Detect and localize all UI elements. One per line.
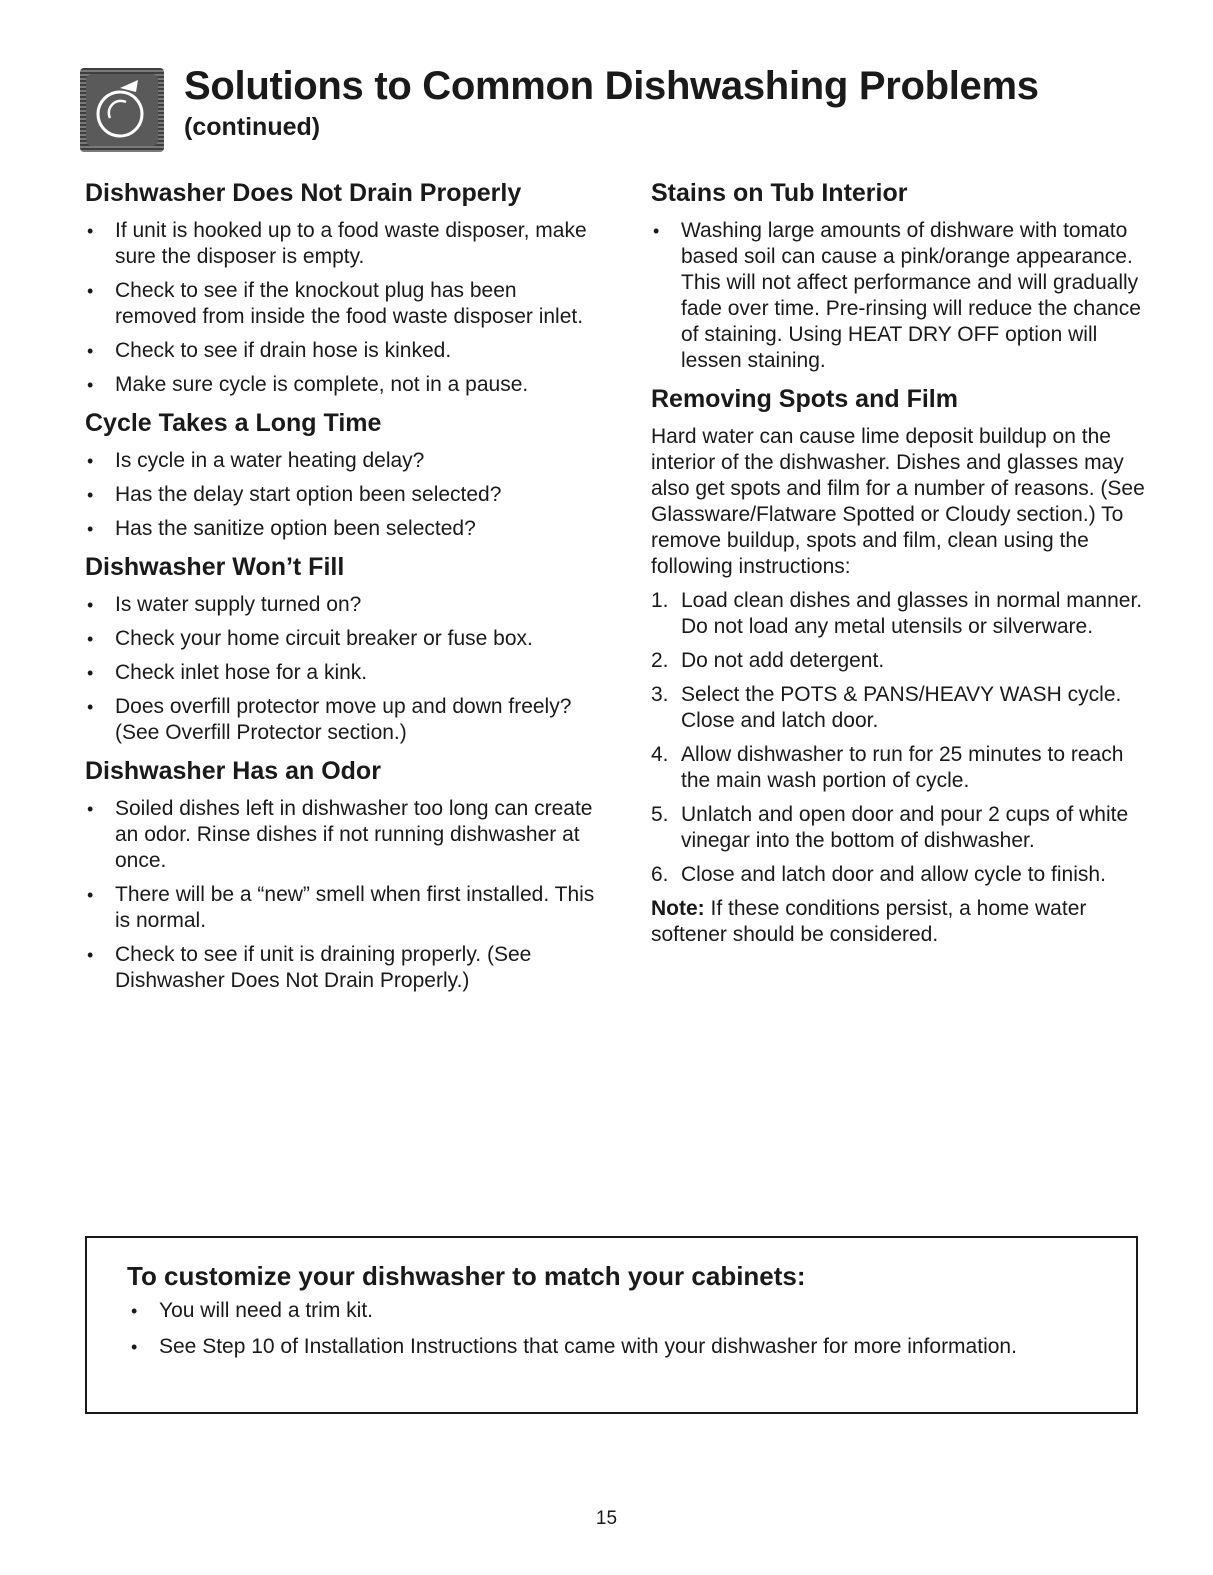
bullet-list [651, 218, 1151, 374]
step-item [651, 862, 1151, 888]
list-item: • If unit is hooked up to a food waste disposer, make sure the disposer is empty. [85, 218, 595, 270]
list-item: • Check inlet hose for a kink. [85, 660, 595, 686]
bullet-list [129, 1298, 1089, 1370]
section-heading: Stains on Tub Interior [651, 179, 908, 207]
section-spots-film [651, 384, 1151, 948]
section-stains [651, 178, 1151, 374]
bullet-list [85, 218, 595, 398]
step-item [651, 742, 1151, 794]
step-text: Close and latch door and allow cycle to finish. [681, 863, 1106, 886]
list-item: • Does overfill protector move up and down freely? (See Overfill Protector section.) [85, 694, 595, 746]
list-item: • Washing large amounts of dishware with tomato based soil can cause a pink/orange appearance. This will not affect performance and will gradually fade over time. Pre-rinsing will reduce the chance of staining. Using HEAT DRY OFF option will lessen staining. [651, 218, 1151, 374]
step-item [651, 648, 1151, 674]
step-number: 2. [651, 649, 669, 672]
bullet-list [85, 592, 595, 746]
customize-info-box [85, 1236, 1138, 1414]
note-text: If these conditions persist, a home water softener should be considered. [651, 897, 1087, 946]
list-item: • Make sure cycle is complete, not in a pause. [85, 372, 595, 398]
list-item: • Check your home circuit breaker or fuse box. [85, 626, 595, 652]
section-heading: Dishwasher Has an Odor [85, 757, 381, 785]
list-item: • See Step 10 of Installation Instructions that came with your dishwasher for more information. [129, 1334, 1089, 1360]
right-column [651, 178, 1151, 958]
note-label: Note: [651, 897, 705, 920]
section-heading: Removing Spots and Film [651, 385, 958, 413]
list-item: • Is cycle in a water heating delay? [85, 448, 595, 474]
left-column [85, 178, 595, 1004]
page-title: Solutions to Common Dishwashing Problems [184, 64, 1039, 108]
section-wont-fill [85, 552, 595, 746]
step-number: 1. [651, 589, 669, 612]
step-number: 4. [651, 743, 669, 766]
section-does-not-drain [85, 178, 595, 398]
bullet-list [85, 448, 595, 542]
step-text: Load clean dishes and glasses in normal manner. Do not load any metal utensils or silverware. [681, 589, 1143, 638]
step-item [651, 682, 1151, 734]
numbered-steps [651, 588, 1151, 888]
bullet-list [85, 796, 595, 994]
step-item [651, 588, 1151, 640]
step-text: Allow dishwasher to run for 25 minutes to reach the main wash portion of cycle. [681, 743, 1124, 792]
list-item: • Has the sanitize option been selected? [85, 516, 595, 542]
step-number: 5. [651, 803, 669, 826]
section-long-time [85, 408, 595, 542]
list-item: • You will need a trim kit. [129, 1298, 1089, 1324]
page-subtitle: (continued) [184, 113, 321, 141]
step-text: Do not add detergent. [681, 649, 885, 672]
step-text: Select the POTS & PANS/HEAVY WASH cycle. Close and latch door. [681, 683, 1122, 732]
note-paragraph [651, 896, 1151, 948]
box-heading: To customize your dishwasher to match your cabinets: [127, 1261, 806, 1291]
step-number: 3. [651, 683, 669, 706]
section-odor [85, 756, 595, 994]
page-number: 15 [595, 1508, 618, 1529]
spots-intro: Hard water can cause lime deposit buildup on the interior of the dishwasher. Dishes and glasses may also get spots and film for a number of reasons. (See Glassware/Flatware Spotted or Cloudy section.) To remove buildup, spots and film, clean using the following instructions: [651, 425, 1145, 578]
list-item: • Soiled dishes left in dishwasher too long can create an odor. Rinse dishes if not running dishwasher at once. [85, 796, 595, 874]
list-item: • Check to see if the knockout plug has been removed from inside the food waste disposer inlet. [85, 278, 595, 330]
list-item: • Has the delay start option been selected? [85, 482, 595, 508]
page-header [80, 62, 1140, 152]
section-heading: Dishwasher Won’t Fill [85, 553, 345, 581]
list-item: • There will be a “new” smell when first installed. This is normal. [85, 882, 595, 934]
step-item [651, 802, 1151, 854]
list-item: • Is water supply turned on? [85, 592, 595, 618]
step-text: Unlatch and open door and pour 2 cups of white vinegar into the bottom of dishwasher. [681, 803, 1129, 852]
list-item: • Check to see if drain hose is kinked. [85, 338, 595, 364]
dishwasher-logo-icon [80, 68, 164, 152]
section-heading: Dishwasher Does Not Drain Properly [85, 179, 522, 207]
list-item: • Check to see if unit is draining properly. (See Dishwasher Does Not Drain Properly.) [85, 942, 595, 994]
section-heading: Cycle Takes a Long Time [85, 409, 382, 437]
step-number: 6. [651, 863, 669, 886]
